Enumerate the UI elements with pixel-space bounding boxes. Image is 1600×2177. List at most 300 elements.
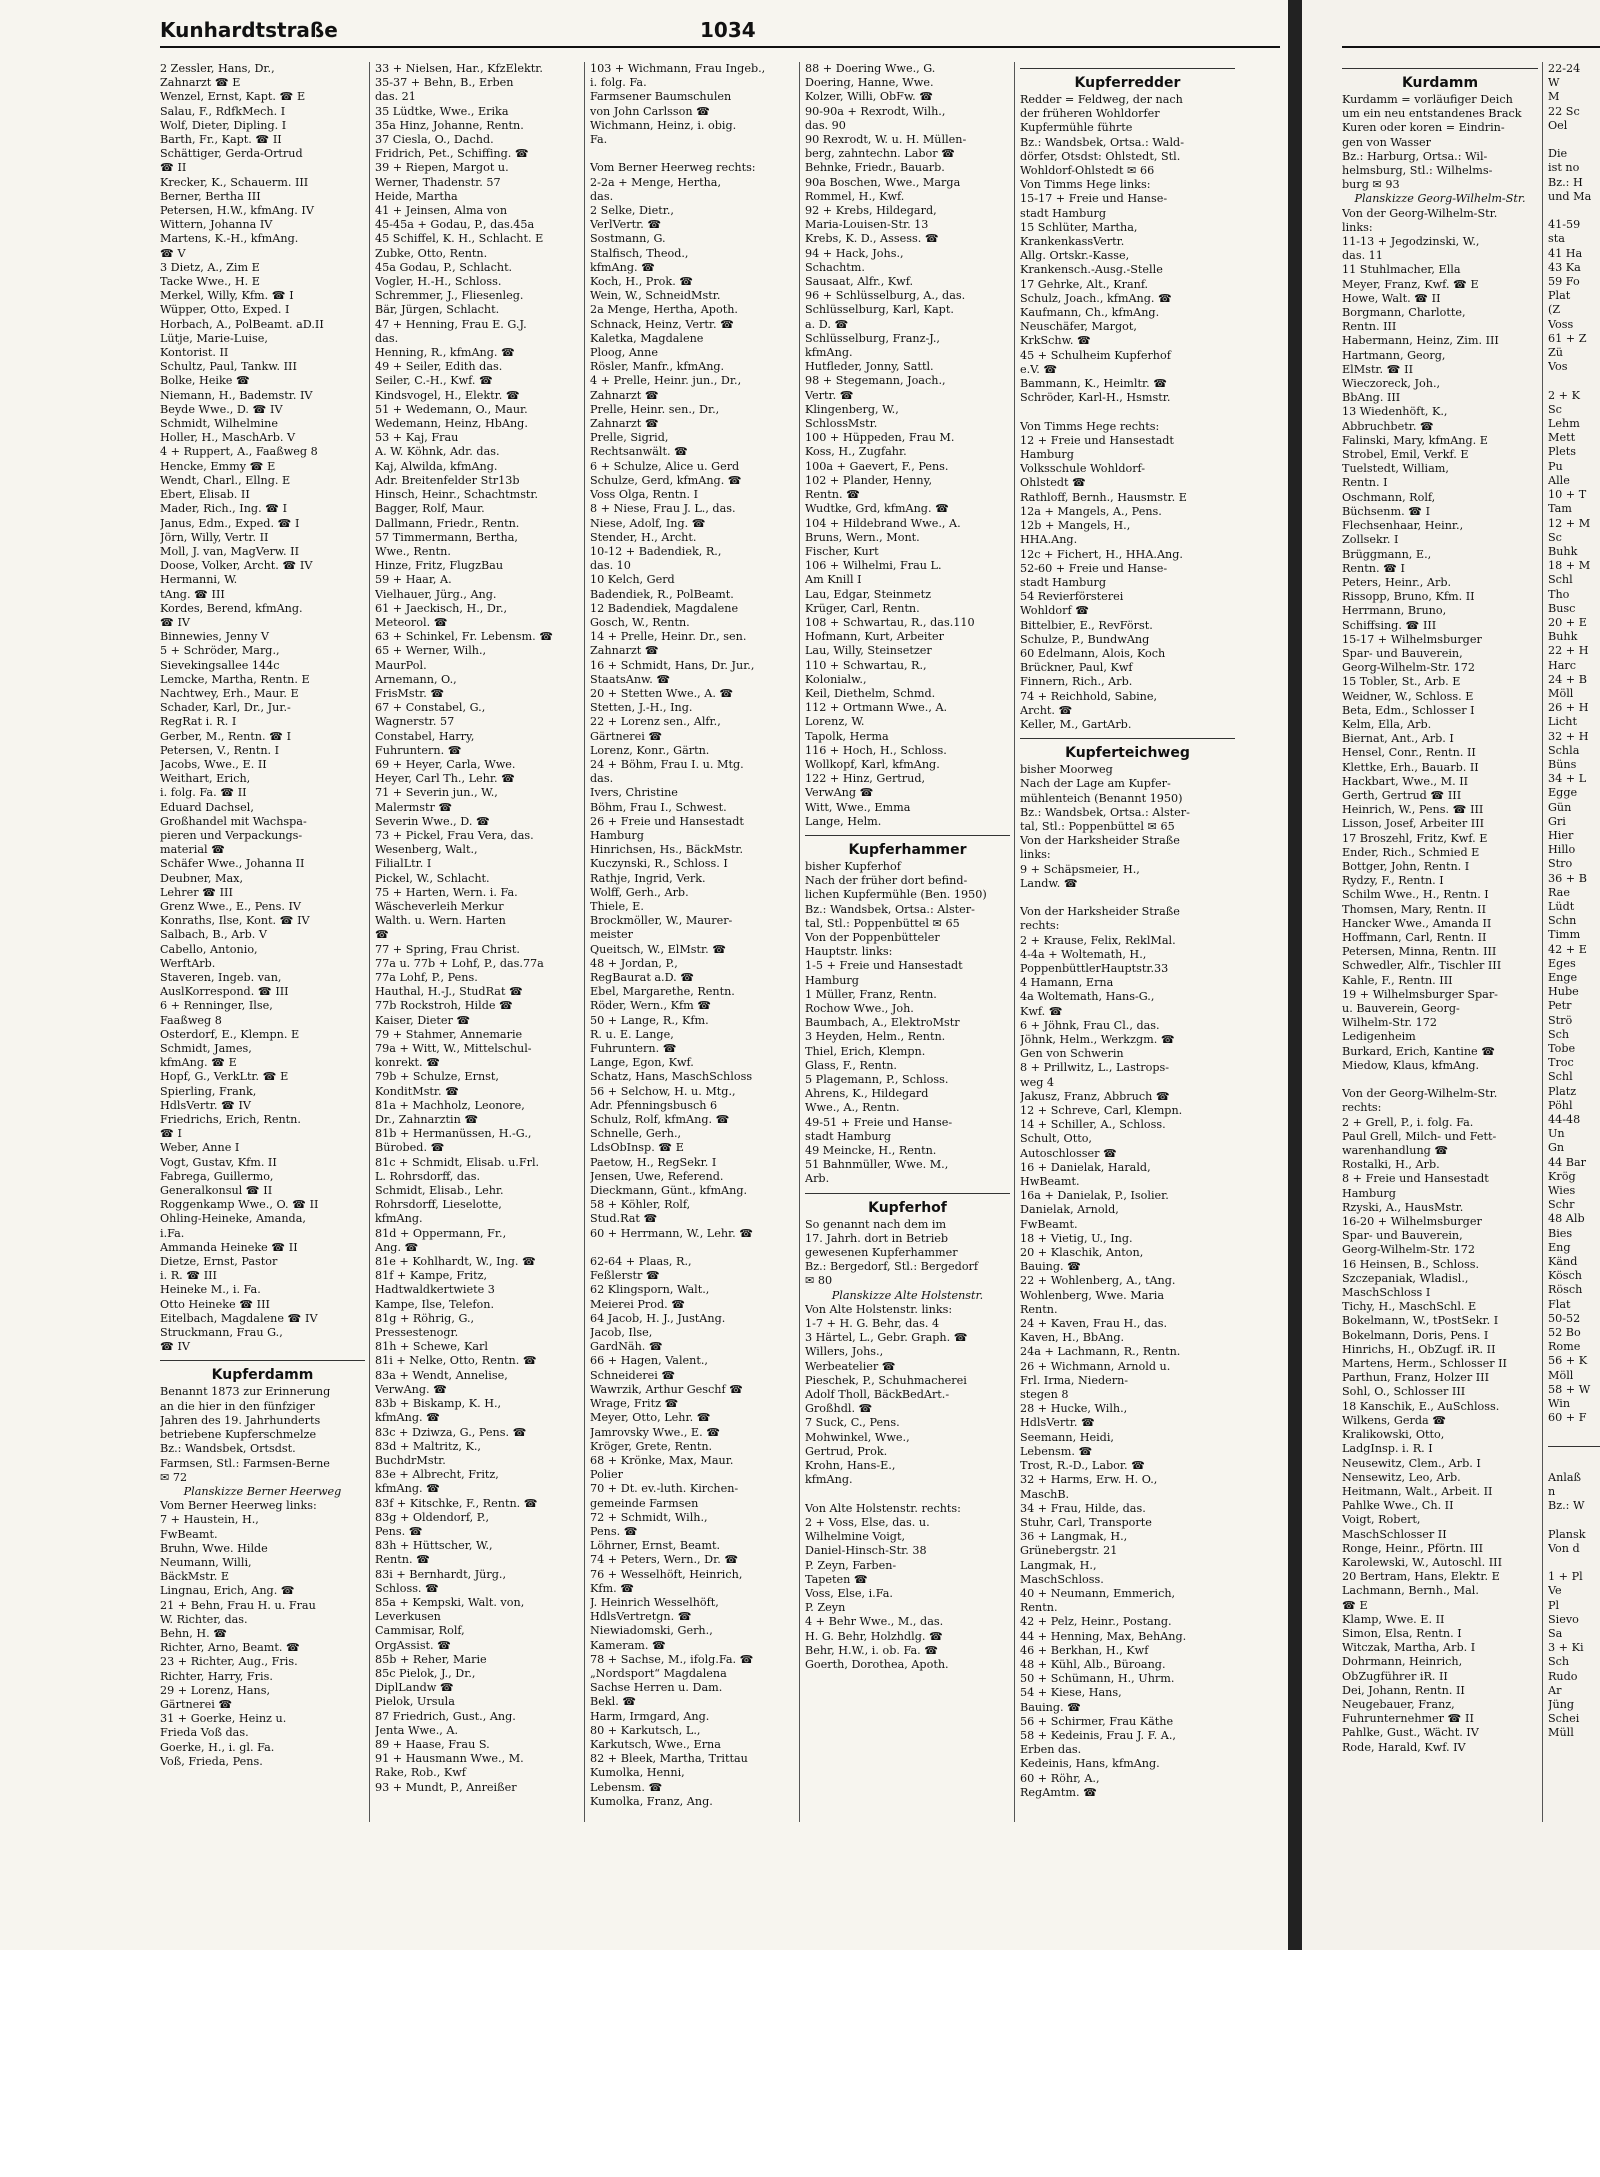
directory-entry: 24 + Böhm, Frau I. u. Mtg. bbox=[590, 757, 744, 771]
directory-entry: Janus, Edm., Exped. ☎ I bbox=[160, 516, 300, 530]
directory-entry: 15-17 + Freie und Hanse- bbox=[1020, 192, 1168, 206]
directory-entry: Jacobs, Wwe., E. II bbox=[160, 757, 267, 771]
directory-entry: Fuhruntern. ☎ bbox=[375, 743, 462, 757]
directory-entry: Voss, Else, i.Fa. bbox=[805, 1586, 893, 1600]
directory-entry: Krüger, Carl, Rentn. bbox=[805, 601, 920, 615]
directory-entry: Hamburg bbox=[1342, 1186, 1396, 1200]
directory-entry: 75 + Harten, Wern. i. Fa. bbox=[375, 885, 518, 899]
directory-entry: 81e + Kohlhardt, W., Ing. ☎ bbox=[375, 1255, 536, 1269]
directory-entry: Vogt, Gustav, Kfm. II bbox=[160, 1155, 277, 1169]
directory-entry: Klamp, Wwe. E. II bbox=[1342, 1612, 1445, 1626]
directory-entry: Schnack, Heinz, Vertr. ☎ bbox=[590, 317, 735, 331]
directory-entry: Neusewitz, Clem., Arb. I bbox=[1342, 1456, 1481, 1470]
directory-entry: Tapolk, Herma bbox=[805, 729, 889, 743]
directory-entry: e.V. ☎ bbox=[1020, 362, 1058, 376]
directory-entry: Dieckmann, Günt., kfmAng. bbox=[590, 1184, 748, 1198]
directory-entry: tal, Stl.: Poppenbüttel ✉ 65 bbox=[805, 916, 960, 930]
directory-entry: 22 Sc bbox=[1548, 104, 1580, 118]
directory-entry: Kontorist. II bbox=[160, 346, 229, 360]
directory-entry: Gn bbox=[1548, 1141, 1565, 1155]
directory-entry: Sc bbox=[1548, 530, 1562, 544]
directory-entry: 23 + Richter, Aug., Fris. bbox=[160, 1655, 298, 1669]
directory-entry: um ein neu entstandenes Brack bbox=[1342, 107, 1522, 121]
directory-entry: Kaiser, Dieter ☎ bbox=[375, 1013, 471, 1027]
directory-entry: 32 + H bbox=[1548, 729, 1589, 743]
directory-entry: Vom Berner Heerweg links: bbox=[160, 1499, 317, 1513]
directory-entry: Un bbox=[1548, 1127, 1565, 1141]
directory-entry: Rommel, H., Kwf. bbox=[805, 189, 905, 203]
directory-entry: 62 Klingsporn, Walt., bbox=[590, 1283, 710, 1297]
directory-entry: BuchdrMstr. bbox=[375, 1453, 446, 1467]
directory-entry: So genannt nach dem im bbox=[805, 1217, 947, 1231]
directory-entry: Deubner, Max, bbox=[160, 871, 244, 885]
column-divider bbox=[584, 62, 585, 1822]
directory-entry: Schl bbox=[1548, 1070, 1573, 1084]
directory-entry: Rome bbox=[1548, 1340, 1581, 1354]
directory-entry: Burkard, Erich, Kantine ☎ bbox=[1342, 1044, 1496, 1058]
directory-entry: KonditMstr. ☎ bbox=[375, 1084, 460, 1098]
directory-entry: 28 + Hucke, Wilh., bbox=[1020, 1402, 1128, 1416]
directory-entry: Lau, Edgar, Steinmetz bbox=[805, 587, 931, 601]
directory-entry: 90 Rexrodt, W. u. H. Müllen- bbox=[805, 133, 967, 147]
directory-entry: ✉ 80 bbox=[805, 1274, 833, 1288]
directory-entry: dörfer, Otsdst: Ohlstedt, Stl. bbox=[1020, 149, 1181, 163]
directory-entry: Merkel, Willy, Kfm. ☎ I bbox=[160, 289, 294, 303]
directory-entry: Lüdt bbox=[1548, 899, 1575, 913]
directory-entry: Wein, W., SchneidMstr. bbox=[590, 289, 721, 303]
directory-entry: Tichy, H., MaschSchl. E bbox=[1342, 1300, 1477, 1314]
directory-entry: Krebs, K. D., Assess. ☎ bbox=[805, 232, 939, 246]
directory-entry: Lehrer ☎ III bbox=[160, 885, 233, 899]
directory-entry: P. Zeyn bbox=[805, 1601, 846, 1615]
directory-entry: ☎ IV bbox=[160, 615, 190, 629]
directory-entry: Grenz Wwe., E., Pens. IV bbox=[160, 899, 301, 913]
directory-entry: Büchsenm. ☎ I bbox=[1342, 504, 1431, 518]
directory-entry: Archt. ☎ bbox=[1020, 703, 1073, 717]
directory-entry: Stud.Rat ☎ bbox=[590, 1212, 658, 1226]
directory-entry: 12 + M bbox=[1548, 516, 1591, 530]
directory-entry: Rentn. bbox=[1020, 1601, 1058, 1615]
directory-entry: Ar bbox=[1548, 1683, 1562, 1697]
directory-entry: 48 Alb bbox=[1548, 1212, 1585, 1226]
directory-entry: 49 + Seiler, Edith das. bbox=[375, 360, 503, 374]
directory-entry: 78 + Sachse, M., ifolg.Fa. ☎ bbox=[590, 1652, 754, 1666]
directory-entry: Rentn. ☎ bbox=[805, 488, 860, 502]
directory-entry: 1 Müller, Franz, Rentn. bbox=[805, 987, 937, 1001]
directory-entry: 85b + Reher, Marie bbox=[375, 1652, 487, 1666]
directory-entry: Pressestenogr. bbox=[375, 1326, 459, 1340]
directory-entry: Gün bbox=[1548, 800, 1572, 814]
directory-entry: 83b + Biskamp, K. H., bbox=[375, 1397, 502, 1411]
directory-entry: 29 + Lorenz, Hans, bbox=[160, 1683, 270, 1697]
directory-entry: 103 + Wichmann, Frau Ingeb., bbox=[590, 62, 766, 75]
directory-entry: 80 + Karkutsch, L., bbox=[590, 1723, 701, 1737]
directory-entry: 3 Dietz, A., Zim E bbox=[160, 260, 260, 274]
directory-entry: 16 + Schmidt, Hans, Dr. Jur., bbox=[590, 658, 755, 672]
adjacent-column-2 bbox=[1548, 62, 1600, 1822]
directory-entry: 44-48 bbox=[1548, 1113, 1581, 1127]
directory-entry: Kuren oder koren = Eindrin- bbox=[1342, 121, 1505, 135]
directory-entry: Rzyski, A., HausMstr. bbox=[1342, 1200, 1464, 1214]
directory-entry: 42 + Pelz, Heinr., Postang. bbox=[1020, 1615, 1172, 1629]
directory-entry: Jakusz, Franz, Abbruch ☎ bbox=[1020, 1089, 1170, 1103]
directory-entry: Wilhelm-Str. 172 bbox=[1342, 1016, 1437, 1030]
directory-entry: Salbach, B., Arb. V bbox=[160, 928, 267, 942]
directory-entry: 8 + Prillwitz, L., Lastrops- bbox=[1020, 1061, 1170, 1075]
directory-entry: 19 + Wilhelmsburger Spar- bbox=[1342, 987, 1498, 1001]
directory-entry: an die hier in den fünfziger bbox=[160, 1399, 315, 1413]
section-heading: Kupferredder bbox=[1020, 68, 1235, 93]
directory-entry: Harm, Irmgard, Ang. bbox=[590, 1709, 710, 1723]
directory-entry: Petersen, V., Rentn. I bbox=[160, 743, 280, 757]
directory-entry: Beyde Wwe., D. ☎ IV bbox=[160, 402, 283, 416]
directory-entry: 77a Lohf, P., Pens. bbox=[375, 971, 478, 984]
directory-entry: Otto Heineke ☎ III bbox=[160, 1297, 270, 1311]
directory-entry: kfmAng. bbox=[805, 1473, 853, 1487]
directory-entry: Kumolka, Henni, bbox=[590, 1766, 685, 1780]
directory-entry: Von der Georg-Wilhelm-Str. bbox=[1342, 1087, 1498, 1101]
directory-entry: Pickel, W., Schlacht. bbox=[375, 871, 490, 885]
directory-entry: Ploog, Anne bbox=[590, 346, 658, 360]
directory-entry: pieren und Verpackungs- bbox=[160, 828, 303, 842]
directory-entry: Wedemann, Heinz, HbAng. bbox=[375, 417, 528, 431]
directory-entry: 15 Tobler, St., Arb. E bbox=[1342, 675, 1461, 689]
directory-entry: Danielak, Arnold, bbox=[1020, 1203, 1119, 1217]
plan-note: Planskizze Georg-Wilhelm-Str. bbox=[1354, 192, 1526, 206]
directory-entry: 41 + Jeinsen, Alma von bbox=[375, 204, 508, 218]
directory-entry: Heyer, Carl Th., Lehr. ☎ bbox=[375, 772, 516, 786]
directory-entry: Tam bbox=[1548, 502, 1572, 516]
directory-entry: Lau, Willy, Steinsetzer bbox=[805, 644, 932, 658]
directory-entry: Jacob, Ilse, bbox=[590, 1326, 653, 1340]
directory-entry: Autoschlosser ☎ bbox=[1020, 1146, 1117, 1160]
directory-entry: 22 + Lorenz sen., Alfr., bbox=[590, 715, 721, 729]
directory-entry: Benannt 1873 zur Erinnerung bbox=[160, 1385, 331, 1399]
directory-entry: PoppenbüttlerHauptstr.33 bbox=[1020, 961, 1169, 975]
directory-entry: Petersen, Minna, Rentn. III bbox=[1342, 945, 1497, 959]
page-number: 1034 bbox=[700, 18, 756, 42]
directory-entry: Doose, Volker, Archt. ☎ IV bbox=[160, 559, 313, 573]
directory-entry: Richter, Arno, Beamt. ☎ bbox=[160, 1641, 300, 1655]
directory-entry: Eges bbox=[1548, 956, 1576, 970]
directory-entry: das. 10 bbox=[590, 559, 631, 573]
directory-entry: Hinze, Fritz, FlugzBau bbox=[375, 559, 504, 573]
directory-entry: 20 + E bbox=[1548, 615, 1587, 629]
directory-entry: Trost, R.-D., Labor. ☎ bbox=[1020, 1459, 1146, 1473]
directory-entry: Pöhl bbox=[1548, 1098, 1573, 1112]
directory-entry: RegBaurat a.D. ☎ bbox=[590, 971, 695, 984]
directory-entry: „Nordsport“ Magdalena bbox=[590, 1666, 727, 1680]
directory-entry: 83a + Wendt, Annelise, bbox=[375, 1368, 508, 1382]
directory-entry: Fuhrunternehmer ☎ II bbox=[1342, 1712, 1474, 1726]
directory-entry: ☎ IV bbox=[160, 1340, 190, 1354]
directory-entry: Schneiderei ☎ bbox=[590, 1368, 676, 1382]
directory-entry: 92 + Krebs, Hildegard, bbox=[805, 204, 937, 218]
directory-entry: Egge bbox=[1548, 786, 1578, 800]
directory-entry: Henning, R., kfmAng. ☎ bbox=[375, 346, 515, 360]
directory-entry: Rohrsdorff, Lieselotte, bbox=[375, 1198, 502, 1212]
directory-entry: FwBeamt. bbox=[160, 1527, 218, 1541]
directory-entry: Schnelle, Gerh., bbox=[590, 1127, 682, 1141]
directory-entry: Sc bbox=[1548, 402, 1562, 416]
directory-entry: Baumbach, A., ElektroMstr bbox=[805, 1016, 960, 1030]
directory-entry: Sievo bbox=[1548, 1612, 1579, 1626]
directory-entry: Ang. ☎ bbox=[375, 1240, 419, 1254]
directory-entry: Schn bbox=[1548, 914, 1577, 928]
directory-entry: Sohl, O., Schlosser III bbox=[1342, 1385, 1466, 1399]
directory-entry: lichen Kupfermühle (Ben. 1950) bbox=[805, 888, 987, 902]
directory-entry: Von der Georg-Wilhelm-Str. bbox=[1342, 206, 1498, 220]
column-divider bbox=[1542, 62, 1543, 1822]
directory-entry: 83d + Maltritz, K., bbox=[375, 1439, 481, 1453]
directory-entry: 41 Ha bbox=[1548, 246, 1583, 260]
directory-entry: 100a + Gaevert, F., Pens. bbox=[805, 459, 949, 473]
directory-entry: 96 + Schlüsselburg, A., das. bbox=[805, 289, 966, 303]
directory-entry: Heinrich, W., Pens. ☎ III bbox=[1342, 803, 1484, 817]
directory-entry: Schla bbox=[1548, 743, 1580, 757]
directory-entry: GardNäh. ☎ bbox=[590, 1340, 663, 1354]
directory-entry: Hermanni, W. bbox=[160, 573, 238, 587]
directory-entry: Ivers, Christine bbox=[590, 786, 678, 800]
directory-entry: Fridrich, Pet., Schiffing. ☎ bbox=[375, 147, 529, 161]
directory-entry: Pens. ☎ bbox=[375, 1524, 423, 1538]
directory-entry: Flat bbox=[1548, 1297, 1571, 1311]
directory-entry: Meyer, Otto, Lehr. ☎ bbox=[590, 1411, 711, 1425]
directory-entry: 116 + Hoch, H., Schloss. bbox=[805, 743, 947, 757]
directory-entry: Schloss. ☎ bbox=[375, 1581, 439, 1595]
directory-entry: Krohn, Hans-E., bbox=[805, 1459, 896, 1473]
directory-entry: 50 + Lange, R., Kfm. bbox=[590, 1013, 709, 1027]
directory-entry: Prelle, Sigrid, bbox=[590, 431, 669, 445]
directory-entry: Wollkopf, Karl, kfmAng. bbox=[805, 757, 940, 771]
directory-entry: Jenta Wwe., A. bbox=[375, 1723, 459, 1737]
directory-entry: Horbach, A., PolBeamt. aD.II bbox=[160, 317, 324, 331]
directory-entry: 72 + Schmidt, Wilh., bbox=[590, 1510, 708, 1524]
directory-entry: Doering, Hanne, Wwe. bbox=[805, 76, 934, 90]
directory-entry: Fuhruntern. ☎ bbox=[590, 1042, 677, 1056]
directory-entry: Niese, Adolf, Ing. ☎ bbox=[590, 516, 706, 530]
directory-entry: bisher Kupferhof bbox=[805, 859, 901, 873]
directory-entry: 122 + Hinz, Gertrud, bbox=[805, 772, 926, 786]
directory-entry: 63 + Schinkel, Fr. Lebensm. ☎ bbox=[375, 630, 554, 644]
directory-entry: Werbeatelier ☎ bbox=[805, 1359, 896, 1373]
directory-entry: 39 + Riepen, Margot u. bbox=[375, 161, 509, 175]
column-divider bbox=[799, 62, 800, 1822]
directory-entry: Adr. Breitenfelder Str13b bbox=[375, 473, 520, 487]
directory-entry: Voß, Frieda, Pens. bbox=[160, 1754, 263, 1768]
directory-entry: Bittelbier, E., RevFörst. bbox=[1020, 618, 1153, 632]
directory-entry: Bammann, K., Heimltr. ☎ bbox=[1020, 377, 1168, 391]
directory-entry: Borgmann, Charlotte, bbox=[1342, 306, 1466, 320]
directory-entry: 6 + Jöhnk, Frau Cl., das. bbox=[1020, 1018, 1160, 1032]
directory-entry: Fischer, Kurt bbox=[805, 544, 879, 558]
directory-entry: Gen von Schwerin bbox=[1020, 1047, 1124, 1061]
directory-entry: ist no bbox=[1548, 161, 1580, 175]
directory-entry: 10 Kelch, Gerd bbox=[590, 573, 675, 587]
directory-entry: 15-17 + Wilhelmsburger bbox=[1342, 632, 1482, 646]
directory-entry: Barth, Fr., Kapt. ☎ II bbox=[160, 133, 282, 147]
directory-entry: Kurdamm = vorläufiger Deich bbox=[1342, 93, 1513, 106]
directory-entry: RegRat i. R. I bbox=[160, 715, 237, 729]
directory-entry: und Ma bbox=[1548, 189, 1592, 203]
directory-entry: Keller, M., GartArb. bbox=[1020, 717, 1132, 731]
directory-entry: Kaj, Alwilda, kfmAng. bbox=[375, 459, 498, 473]
directory-entry: Schader, Karl, Dr., Jur.- bbox=[160, 701, 291, 715]
directory-entry: Bz.: W bbox=[1548, 1499, 1585, 1513]
directory-entry: 81g + Röhrig, G., bbox=[375, 1311, 475, 1325]
directory-entry: 22 + Wohlenberg, A., tAng. bbox=[1020, 1274, 1176, 1288]
directory-entry: rechts: bbox=[1020, 919, 1060, 933]
directory-entry: ☎ V bbox=[160, 246, 186, 260]
directory-entry: 45 Schiffel, K. H., Schlacht. E bbox=[375, 232, 544, 246]
directory-entry: Licht bbox=[1548, 715, 1577, 729]
directory-entry: kfmAng. ☎ bbox=[590, 260, 656, 274]
directory-entry: Kolonialw., bbox=[805, 672, 867, 686]
directory-entry: Rentn. ☎ bbox=[375, 1553, 430, 1567]
directory-entry: Stender, H., Archt. bbox=[590, 530, 697, 544]
directory-entry: 36 + Langmak, H., bbox=[1020, 1530, 1128, 1544]
directory-entry: weg 4 bbox=[1020, 1075, 1055, 1089]
directory-entry: Rösch bbox=[1548, 1283, 1583, 1297]
directory-entry: Hamburg bbox=[590, 828, 644, 842]
directory-entry: 49-51 + Freie und Hanse- bbox=[805, 1115, 953, 1129]
directory-entry: ☎ II bbox=[160, 161, 187, 175]
directory-entry: Generalkonsul ☎ II bbox=[160, 1184, 273, 1198]
directory-entry: Kampe, Ilse, Telefon. bbox=[375, 1297, 495, 1311]
directory-entry: Wendt, Charl., Ellng. E bbox=[160, 473, 291, 487]
directory-entry: 45-45a + Godau, P., das.45a bbox=[375, 218, 535, 232]
column-divider bbox=[369, 62, 370, 1822]
directory-entry: 26 + H bbox=[1548, 701, 1589, 715]
directory-entry: Adr. Pfenningsbusch 6 bbox=[590, 1098, 718, 1112]
directory-entry: 8 + Freie und Hansestadt bbox=[1342, 1172, 1489, 1186]
directory-entry: Glass, F., Rentn. bbox=[805, 1058, 897, 1072]
directory-entry: 66 + Hagen, Valent., bbox=[590, 1354, 708, 1368]
directory-entry: Lachmann, Bernh., Mal. bbox=[1342, 1584, 1479, 1598]
plan-note: Planskizze Berner Heerweg bbox=[183, 1484, 342, 1498]
section-heading: Kupferhof bbox=[805, 1193, 1010, 1218]
directory-entry: Zahnarzt ☎ bbox=[590, 388, 659, 402]
directory-entry: 93 + Mundt, P., Anreißer bbox=[375, 1780, 517, 1794]
directory-entry: kfmAng. bbox=[375, 1212, 423, 1226]
directory-entry: 43 Ka bbox=[1548, 260, 1581, 274]
directory-entry: i.Fa. bbox=[160, 1226, 185, 1240]
directory-entry: Roggenkamp Wwe., O. ☎ II bbox=[160, 1198, 319, 1212]
directory-entry: Eitelbach, Magdalene ☎ IV bbox=[160, 1311, 318, 1325]
directory-entry: Voss bbox=[1548, 317, 1574, 331]
directory-entry: 12c + Fichert, H., HHA.Ang. bbox=[1020, 547, 1183, 561]
directory-entry: 7 Suck, C., Pens. bbox=[805, 1416, 900, 1430]
directory-entry: Farmsener Baumschulen bbox=[590, 90, 732, 104]
directory-entry: 79 + Stahmer, Annemarie bbox=[375, 1027, 523, 1041]
directory-entry: 91 + Hausmann Wwe., M. bbox=[375, 1752, 524, 1766]
directory-entry: Brückner, Paul, Kwf bbox=[1020, 661, 1133, 675]
directory-entry: das. 11 bbox=[1342, 249, 1383, 263]
directory-entry: Bauing. ☎ bbox=[1020, 1260, 1082, 1274]
directory-entry: KrkSchw. ☎ bbox=[1020, 334, 1091, 348]
directory-entry: Meierei Prod. ☎ bbox=[590, 1297, 686, 1311]
directory-entry: kfmAng. ☎ E bbox=[160, 1056, 237, 1070]
directory-entry: ☎ bbox=[375, 928, 389, 942]
directory-entry: Jensen, Uwe, Referend. bbox=[590, 1169, 724, 1183]
directory-entry: der früheren Wohldorfer bbox=[1020, 107, 1160, 121]
directory-entry: Redder = Feldweg, der nach bbox=[1020, 93, 1183, 106]
directory-entry bbox=[1548, 204, 1600, 218]
directory-entry: das. bbox=[590, 772, 614, 786]
directory-entry: Pu bbox=[1548, 459, 1563, 473]
directory-entry: Pl bbox=[1548, 1598, 1560, 1612]
directory-entry: Rissopp, Bruno, Kfm. II bbox=[1342, 590, 1475, 604]
directory-entry: Mader, Rich., Ing. ☎ I bbox=[160, 502, 288, 516]
directory-entry: Sch bbox=[1548, 1655, 1570, 1669]
directory-entry: Schr bbox=[1548, 1198, 1575, 1212]
directory-entry: Gri bbox=[1548, 814, 1566, 828]
directory-entry: Bz.: H bbox=[1548, 175, 1583, 189]
directory-entry: Wüpper, Otto, Exped. I bbox=[160, 303, 290, 317]
directory-entry: A. W. Köhnk, Adr. das. bbox=[375, 445, 500, 459]
directory-entry: tAng. ☎ III bbox=[160, 587, 225, 601]
column-5 bbox=[1020, 62, 1235, 1822]
directory-entry: Harc bbox=[1548, 658, 1577, 672]
directory-entry: Witczak, Martha, Arb. I bbox=[1342, 1641, 1476, 1655]
directory-columns bbox=[160, 62, 1280, 1822]
directory-entry: Heineke M., i. Fa. bbox=[160, 1283, 261, 1297]
directory-entry: 69 + Heyer, Carla, Wwe. bbox=[375, 757, 516, 771]
directory-entry bbox=[590, 1241, 795, 1255]
directory-entry: i. R. ☎ III bbox=[160, 1269, 217, 1283]
directory-entry: 17 Gehrke, Alt., Kranf. bbox=[1020, 277, 1149, 291]
directory-entry: 4-4a + Woltemath, H., bbox=[1020, 947, 1147, 961]
directory-entry: Rostalki, H., Arb. bbox=[1342, 1158, 1440, 1172]
directory-entry: Hencke, Emmy ☎ E bbox=[160, 459, 276, 473]
directory-entry: 5 Plagemann, P., Schloss. bbox=[805, 1073, 949, 1087]
directory-entry: 52-60 + Freie und Hanse- bbox=[1020, 561, 1168, 575]
directory-entry: Nachtwey, Erh., Maur. E bbox=[160, 686, 299, 700]
directory-entry: 18 + M bbox=[1548, 559, 1591, 573]
directory-entry: Walth. u. Wern. Harten bbox=[375, 914, 506, 928]
directory-entry: Rochow Wwe., Joh. bbox=[805, 1002, 914, 1015]
directory-entry: Jüng bbox=[1548, 1697, 1575, 1711]
directory-entry: 81d + Oppermann, Fr., bbox=[375, 1226, 507, 1240]
directory-entry: Bekl. ☎ bbox=[590, 1695, 637, 1709]
directory-entry: 2 + Krause, Felix, ReklMal. bbox=[1020, 933, 1176, 947]
directory-entry: Zollsekr. I bbox=[1342, 533, 1399, 547]
directory-entry: Tho bbox=[1548, 587, 1570, 601]
directory-entry: Krecker, K., Schauerm. III bbox=[160, 175, 309, 189]
directory-entry: Win bbox=[1548, 1397, 1571, 1411]
directory-entry: Friedrichs, Erich, Rentn. bbox=[160, 1113, 301, 1127]
directory-entry: Erben das. bbox=[1020, 1743, 1082, 1757]
directory-entry: Eng bbox=[1548, 1240, 1571, 1254]
directory-entry: Leverkusen bbox=[375, 1610, 441, 1624]
directory-entry: 2 Selke, Dietr., bbox=[590, 204, 674, 218]
directory-entry: 24 + B bbox=[1548, 672, 1587, 686]
directory-entry: kfmAng. ☎ bbox=[375, 1411, 441, 1425]
page-header bbox=[160, 16, 1280, 48]
directory-entry: Koss, H., Zugfahr. bbox=[805, 445, 907, 459]
directory-entry: Biernat, Ant., Arb. I bbox=[1342, 732, 1454, 746]
directory-entry: 24a + Lachmann, R., Rentn. bbox=[1020, 1345, 1181, 1359]
directory-entry: Pielok, Ursula bbox=[375, 1695, 455, 1709]
directory-entry: Wies bbox=[1548, 1184, 1576, 1198]
directory-entry: Troc bbox=[1548, 1056, 1574, 1070]
directory-entry: Arnemann, O., bbox=[375, 672, 457, 686]
directory-entry: 59 Fo bbox=[1548, 275, 1580, 289]
directory-entry: Staveren, Ingeb. van, bbox=[160, 971, 282, 984]
directory-entry: Berner, Bertha III bbox=[160, 189, 261, 203]
directory-entry: Werner, Thadenstr. 57 bbox=[375, 175, 501, 189]
directory-entry: Schulze, P., BundwAng bbox=[1020, 632, 1150, 646]
